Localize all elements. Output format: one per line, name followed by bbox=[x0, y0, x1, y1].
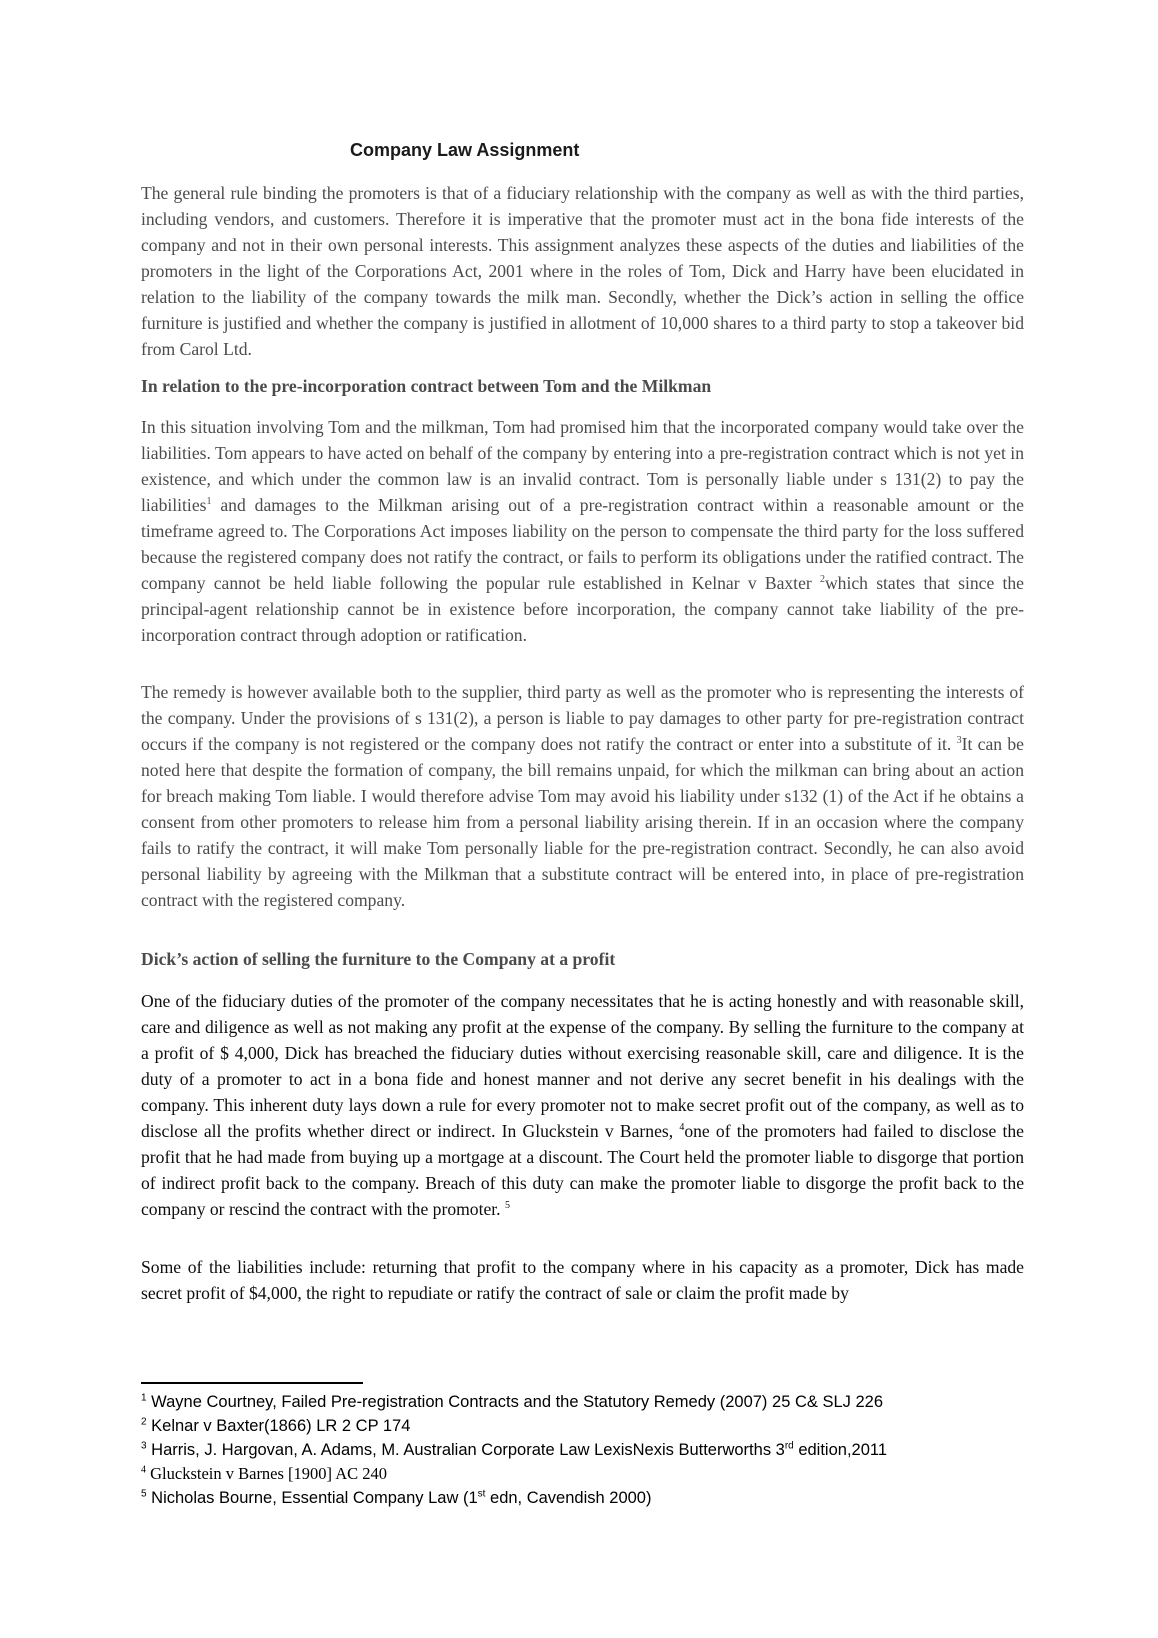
footnote-ref-4: 4 bbox=[679, 1122, 685, 1134]
footnotes bbox=[141, 1390, 1041, 1510]
section2-p1-text-a: One of the fiduciary duties of the promoter of the company necessitates that he is acting honestly and with reasonable skill, care and diligence as well as not making any profit at the expense of the company. By selling the furniture to the company at a profit of $ 4,000, Dick has breached the fiduciary duties without exercising reasonable skill, care and diligence. It is the duty of a promoter to act in a bona fide and honest manner and not derive any secret benefit in his dealings with the company. This inherent duty lays down a rule for every promoter not to make secret profit out of the company, as well as to disclose all the profits whether direct or indirect. In Gluckstein v Barnes, bbox=[141, 991, 1024, 1141]
section-heading-dick-furniture: Dick’s action of selling the furniture to the Company at a profit bbox=[141, 949, 616, 969]
section2-paragraph-1 bbox=[141, 988, 1024, 1222]
section1-p2-text-b: It can be noted here that despite the formation of company, the bill remains unpaid, for which the milkman can bring about an action for breach making Tom liable. I would therefore advise Tom may avoid his liability under s132 (1) of the Act if he obtains a consent from other promoters to release him from a personal liability arising therein. If in an occasion where the company fails to ratify the contract, it will make Tom personally liable for the pre-registration contract. Secondly, he can also avoid personal liability by agreeing with the Milkman that a substitute contract will be entered into, in place of pre-registration contract with the registered company. bbox=[141, 734, 1024, 910]
footnote-ref-2: 2 bbox=[819, 574, 825, 586]
footnote-ref-3: 3 bbox=[956, 735, 962, 747]
footnote-2: $^2$ Kelnar v Baxter(1866) LR 2 CP 174 bbox=[141, 1416, 411, 1435]
section1-p1-text-c: which states that since the principal-agent relationship cannot be in existence before incorporation, the company cannot take liability of the pre-incorporation contract through adoption or ratification. bbox=[141, 573, 1024, 645]
section2-paragraph-2: Some of the liabilities include: returning that profit to the company where in his capacity as a promoter, Dick has made secret profit of $4,000, the right to repudiate or ratify the contract of sale or claim the profit made by bbox=[141, 1257, 1024, 1303]
intro-paragraph: The general rule binding the promoters is that of a fiduciary relationship with the company as well as with the third parties, including vendors, and customers. Therefore it is imperative that the promoter must act in the bona fide interests of the company and not in their own personal interests. This assignment analyzes these aspects of the duties and liabilities of the promoters in the light of the Corporations Act, 2001 where in the roles of Tom, Dick and Harry have been elucidated in relation to the liability of the company towards the milk man. Secondly, whether the Dick’s action in selling the office furniture is justified and whether the company is justified in allotment of 10,000 shares to a third party to stop a takeover bid from Carol Ltd. bbox=[141, 183, 1024, 359]
footnote-ref-5: 5 bbox=[504, 1200, 510, 1212]
footnote-separator bbox=[141, 1382, 363, 1384]
section1-p1-text-a: In this situation involving Tom and the milkman, Tom had promised him that the incorporated company would take over the liabilities. Tom appears to have acted on behalf of the company by entering into a pre-registration contract which is not yet in existence, and which under the common law is an invalid contract. Tom is personally liable under s 131(2) to pay the liabilities bbox=[141, 417, 1024, 515]
section1-paragraph-2 bbox=[141, 679, 1024, 913]
section1-p2-text-a: The remedy is however available both to the supplier, third party as well as the promoter who is representing the interests of the company. Under the provisions of s 131(2), a person is liable to pay damages to other party for pre-registration contract occurs if the company is not registered or the company does not ratify the contract or enter into a substitute of it. bbox=[141, 682, 1024, 754]
footnote-ref-1: 1 bbox=[206, 496, 212, 508]
footnote-1: $^1$ Wayne Courtney, Failed Pre-registration Contracts and the Statutory Remedy (2007) 25 C& SLJ 226 bbox=[141, 1392, 884, 1411]
section2-p1-text-b: one of the promoters had failed to disclose the profit that he had made from buying up a mortgage at a discount. The Court held the promoter liable to disgorge that portion of indirect profit back to the company. Breach of this duty can make the promoter liable to disgorge the profit back to the company or rescind the contract with the promoter. bbox=[141, 1121, 1024, 1219]
section1-p1-text-b: and damages to the Milkman arising out of a pre-registration contract within a reasonable amount or the timeframe agreed to. The Corporations Act imposes liability on the person to compensate the third party for the loss suffered because the registered company does not ratify the contract, or fails to perform its obligations under the ratified contract. The company cannot be held liable following the popular rule established in Kelnar v Baxter bbox=[141, 495, 1024, 593]
footnote-5: $^5$ Nicholas Bourne, Essential Company Law (1st edn, Cavendish 2000) bbox=[141, 1488, 652, 1507]
footnote-4: $^4$ Gluckstein v Barnes [1900] AC 240 bbox=[141, 1464, 388, 1483]
section1-paragraph-1 bbox=[141, 414, 1024, 648]
document-title: Company Law Assignment bbox=[350, 140, 580, 160]
section-heading-pre-incorporation: In relation to the pre-incorporation contract between Tom and the Milkman bbox=[141, 376, 712, 396]
footnote-3: $^3$ Harris, J. Hargovan, A. Adams, M. Australian Corporate Law LexisNexis Butterworths 3rd edition,2011 bbox=[141, 1440, 888, 1459]
